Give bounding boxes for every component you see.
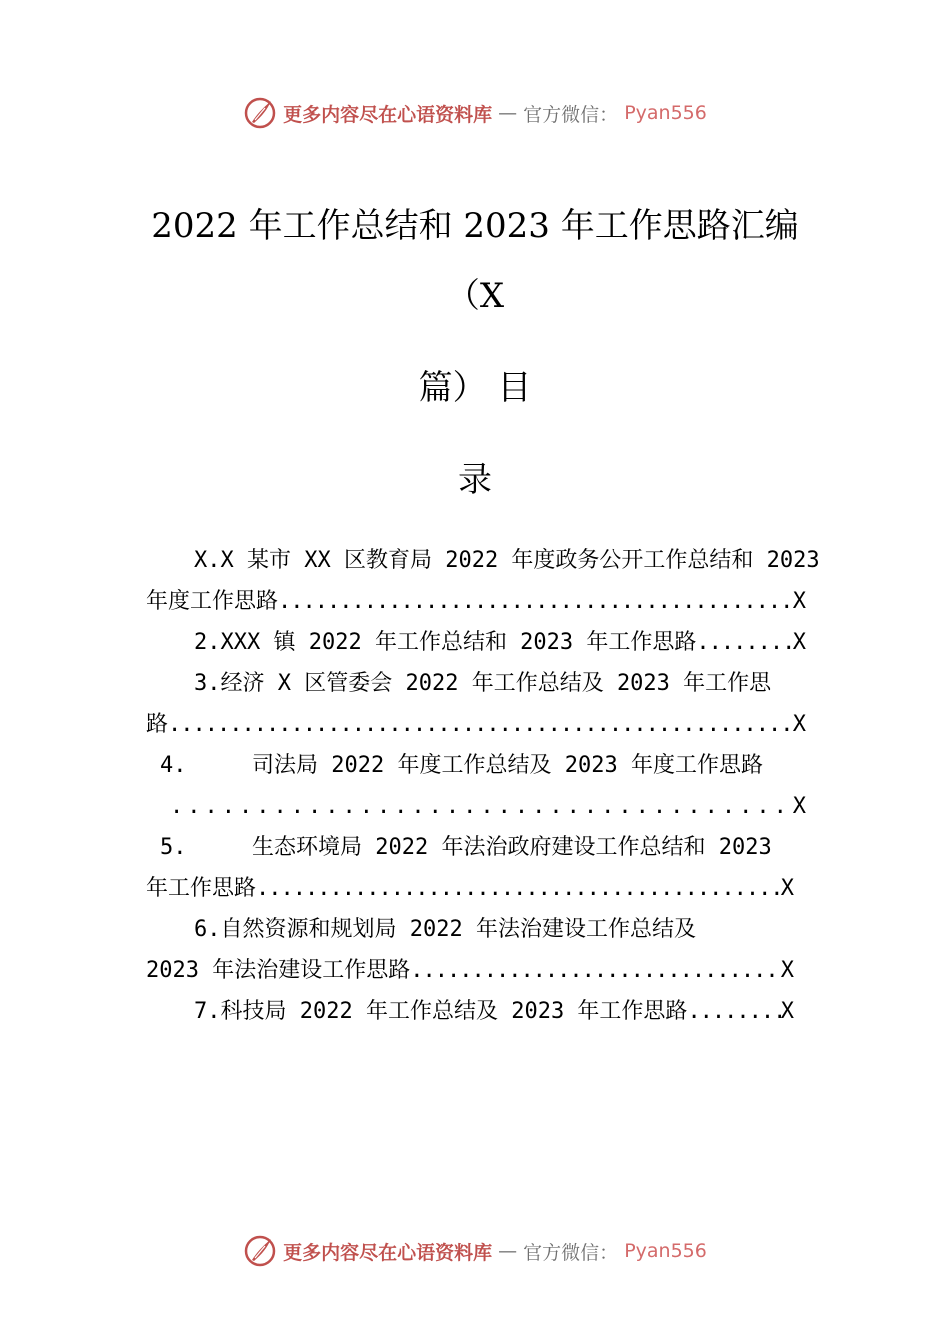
toc-leader-dots [696, 622, 792, 663]
toc-page-number: X [792, 589, 806, 614]
toc-page-number: X [780, 876, 794, 901]
toc-entry-text: 司法局 2022 年度工作总结及 2023 年度工作思路 [252, 753, 763, 778]
toc-entry-text: 6.自然资源和规划局 2022 年法治建设工作总结及 [194, 917, 696, 942]
toc-entry-text: X.X 某市 XX 区教育局 2022 年度政务公开工作总结和 2023 [194, 548, 820, 573]
quill-logo-icon [243, 1234, 277, 1268]
toc-entry-number: 5. [160, 835, 187, 860]
toc-page-number: X [792, 712, 806, 737]
toc-entry-4-line-1 [146, 745, 806, 786]
quill-logo-icon [243, 96, 277, 130]
toc-entry-text: 年工作思路 [146, 876, 257, 901]
toc-page-number: X [792, 794, 806, 819]
banner-wechat-id: Pyan556 [624, 1240, 707, 1262]
toc-leader-dots [278, 581, 793, 622]
toc-page-number: X [792, 630, 806, 655]
toc-leader-dots [687, 991, 780, 1032]
toc-entry-5-line-2[interactable] [146, 868, 806, 909]
toc-entry-7[interactable] [146, 991, 806, 1032]
toc-entry-3-line-2[interactable] [146, 704, 806, 745]
toc-entry-text: 路 [146, 712, 169, 737]
banner-dash: — [498, 102, 518, 124]
banner-site-name: 更多内容尽在心语资料库 [283, 103, 493, 126]
toc-leader-dots [256, 868, 781, 909]
toc-entry-text: 2.XXX 镇 2022 年工作总结和 2023 年工作思路 [194, 630, 697, 655]
toc-leader-dots [168, 704, 793, 745]
toc-entry-1-line-1 [146, 540, 820, 581]
banner-dash: — [498, 1240, 518, 1262]
toc-entry-4-line-2[interactable] [146, 786, 806, 827]
toc-entry-text: 年度工作思路 [146, 589, 279, 614]
banner-wechat-label: 官方微信： [523, 103, 619, 126]
toc-entry-number: 4. [160, 753, 187, 778]
toc-entry-3-line-1 [146, 663, 806, 704]
toc-entry-6-line-2[interactable] [146, 950, 806, 991]
toc-entry-2[interactable] [146, 622, 806, 663]
toc-leader-dots [170, 786, 793, 827]
toc-entry-5-line-1 [146, 827, 806, 868]
table-of-contents [146, 540, 820, 1032]
toc-entry-6-line-1 [146, 909, 806, 950]
header-banner [0, 96, 950, 130]
toc-page-number: X [780, 999, 794, 1024]
document-title-line-3: 篇） 目 [418, 368, 532, 408]
banner-site-name: 更多内容尽在心语资料库 [283, 1241, 493, 1264]
toc-entry-text: 3.经济 X 区管委会 2022 年工作总结及 2023 年工作思 [194, 671, 772, 696]
document-title-line-1: 2022 年工作总结和 2023 年工作思路汇编 [151, 206, 799, 246]
footer-banner [0, 1234, 950, 1268]
toc-page-number: X [780, 958, 794, 983]
toc-entry-text: 生态环境局 2022 年法治政府建设工作总结和 2023 [252, 835, 772, 860]
toc-entry-text: 7.科技局 2022 年工作总结及 2023 年工作思路 [194, 999, 688, 1024]
document-title-line-4: 录 [458, 460, 492, 500]
toc-leader-dots [410, 950, 781, 991]
toc-entry-1-line-2[interactable] [146, 581, 806, 622]
banner-wechat-id: Pyan556 [624, 102, 707, 124]
document-title-line-2: （X [445, 276, 505, 316]
toc-entry-text: 2023 年法治建设工作思路 [146, 958, 411, 983]
banner-wechat-label: 官方微信： [523, 1241, 619, 1264]
